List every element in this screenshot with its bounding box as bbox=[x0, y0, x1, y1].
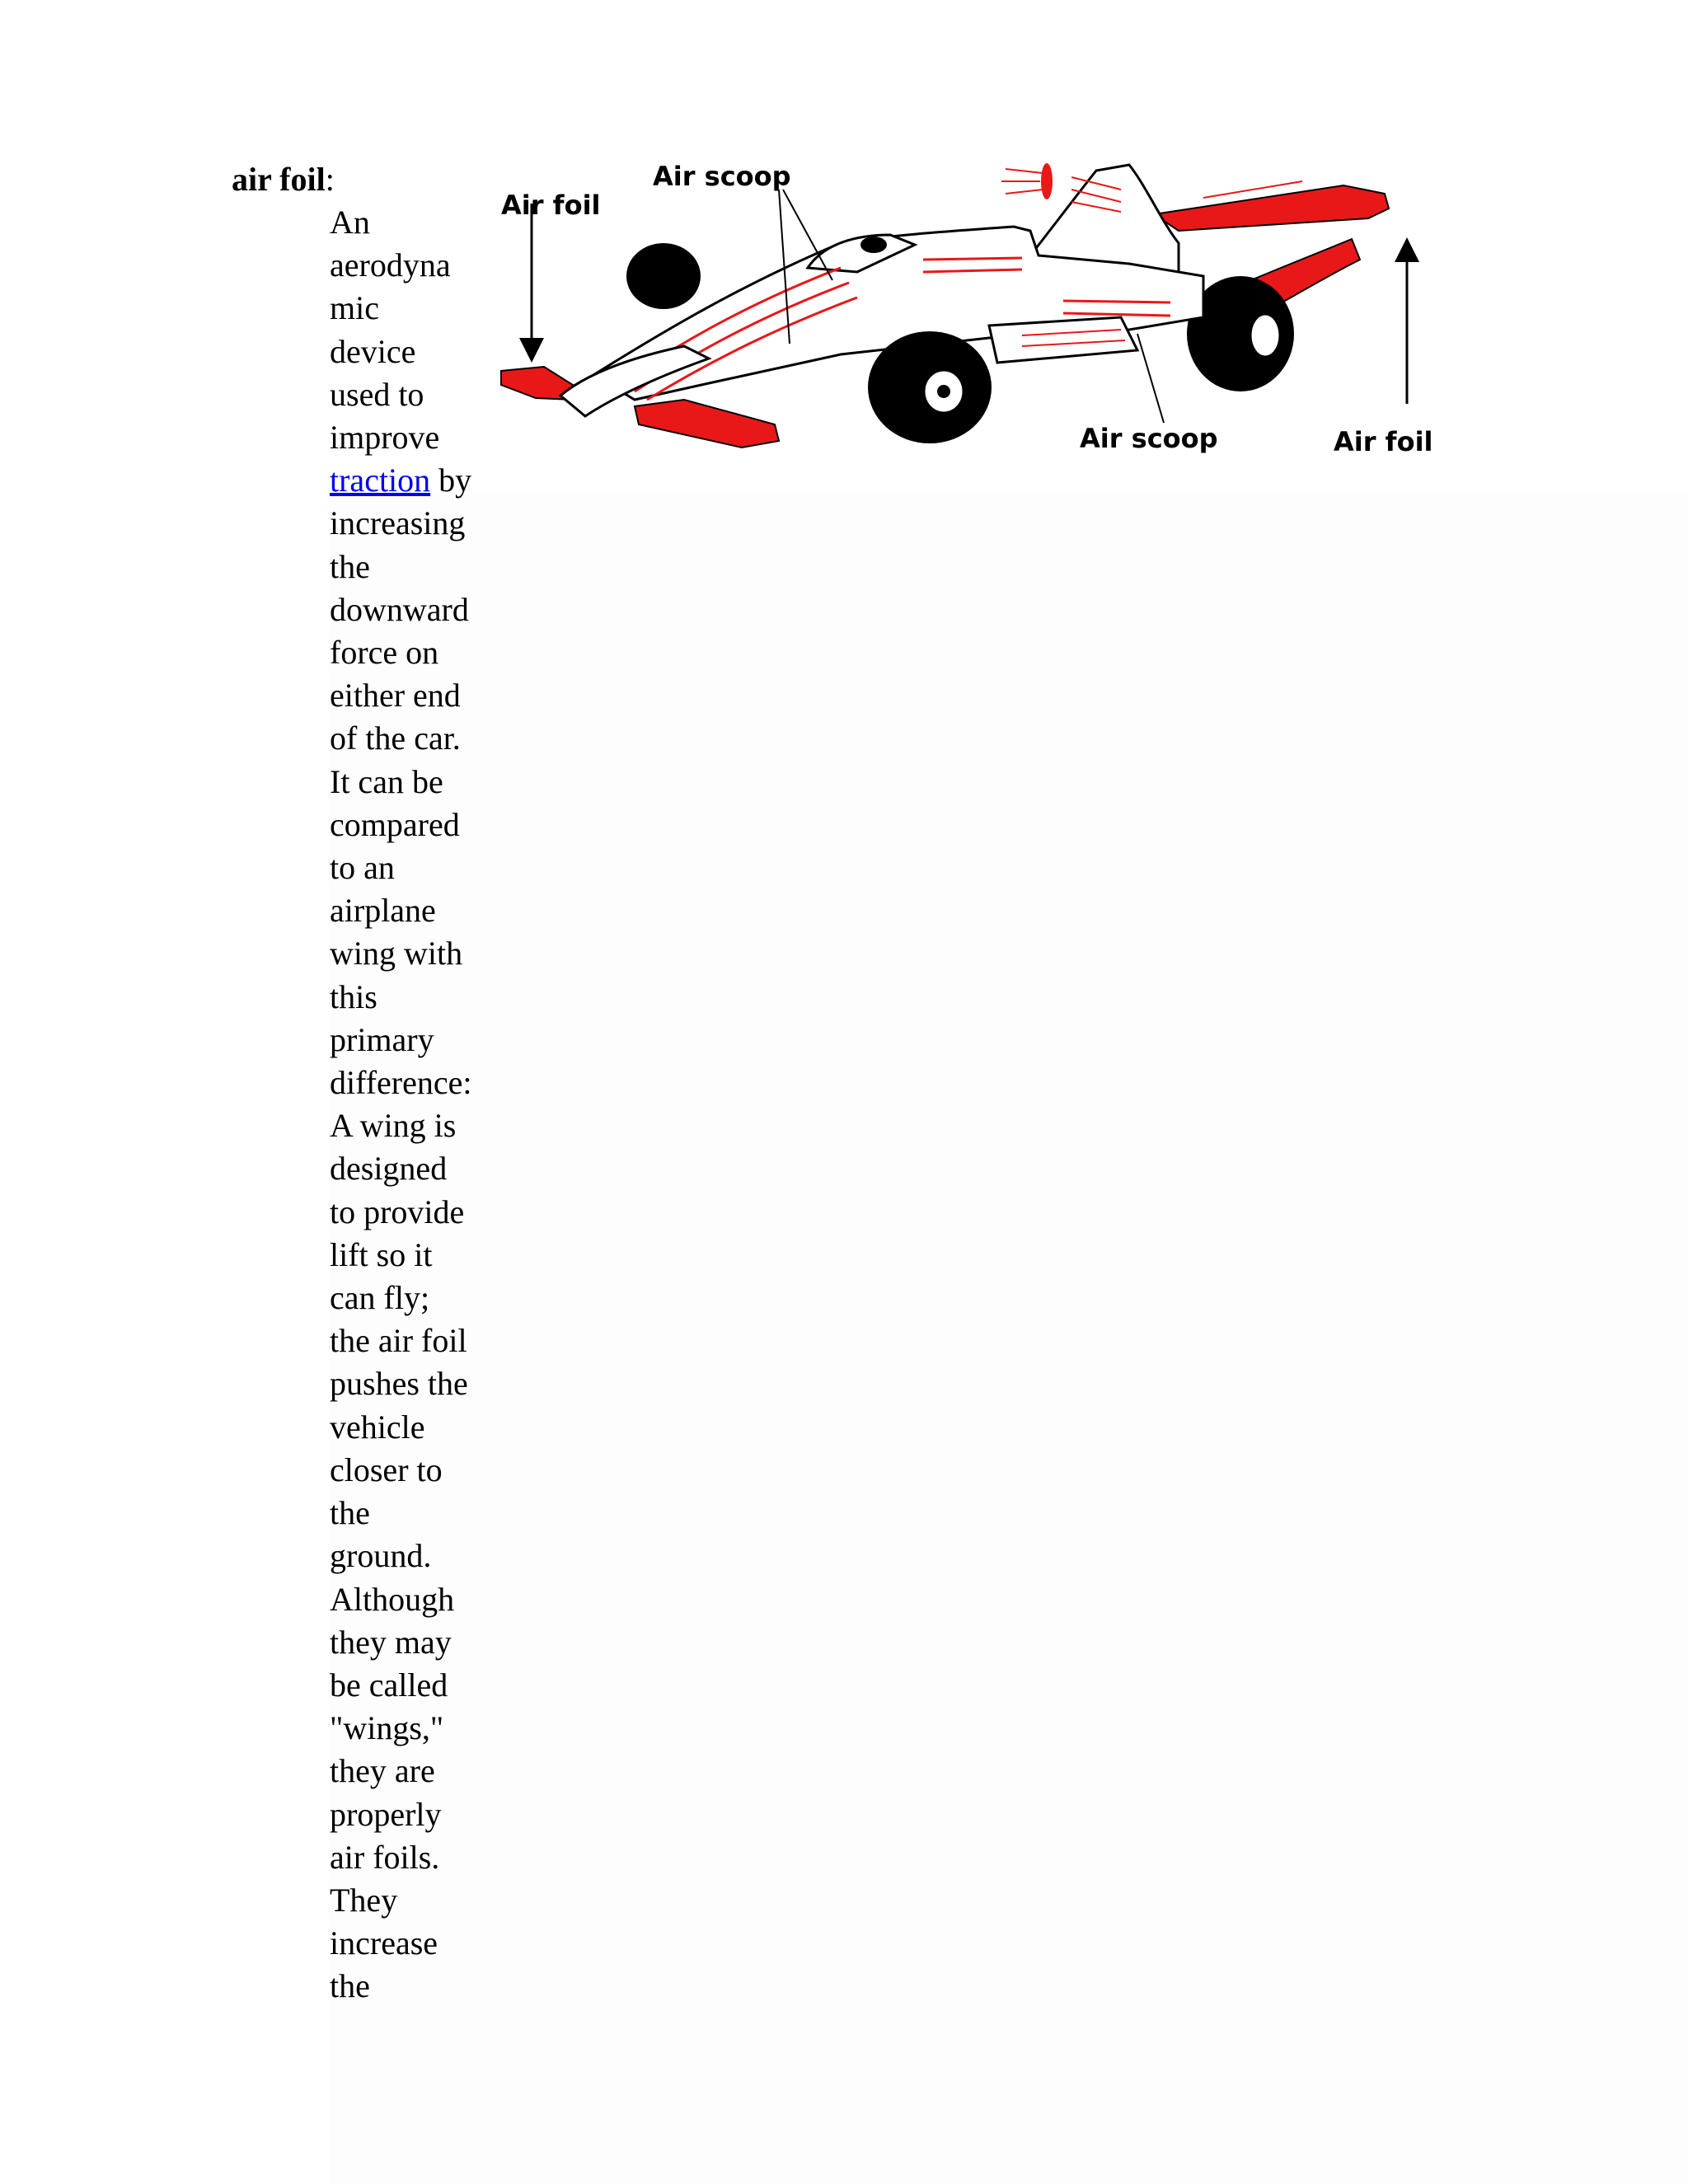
front-wing-right bbox=[635, 400, 779, 448]
link-suffix: by bbox=[430, 462, 472, 499]
top-air-scoop-label: Air scoop bbox=[653, 161, 791, 192]
sidepod bbox=[989, 317, 1137, 363]
definition-line: be called bbox=[330, 1666, 448, 1704]
definition-line: A wing is bbox=[330, 1107, 457, 1145]
definition-line: increasing bbox=[330, 504, 466, 542]
definition-line: aerodyna bbox=[330, 246, 451, 284]
definition-line: pushes the bbox=[330, 1365, 468, 1403]
side-air-scoop-label: Air scoop bbox=[1080, 423, 1218, 454]
glossary-term bbox=[232, 158, 335, 201]
rear-wheel-hub bbox=[1250, 314, 1280, 357]
definition-line: ground. bbox=[330, 1537, 432, 1575]
definition-line: the bbox=[330, 547, 370, 585]
definition-line: the air foil bbox=[330, 1322, 467, 1360]
rear-wing bbox=[1154, 185, 1389, 231]
definition-line: they may bbox=[330, 1623, 452, 1661]
definition-line: to an bbox=[330, 849, 395, 887]
definition-line: device bbox=[330, 332, 416, 370]
definition-line: difference: bbox=[330, 1064, 472, 1102]
definition-line: the bbox=[330, 1494, 370, 1532]
content-background bbox=[329, 494, 1688, 2184]
driver-helmet bbox=[860, 237, 887, 253]
definition-line: increase bbox=[330, 1924, 438, 1962]
definition-line: to provide bbox=[330, 1193, 465, 1230]
definition-line: airplane bbox=[330, 892, 436, 930]
definition-line-with-link bbox=[330, 459, 499, 502]
definition-line: closer to bbox=[330, 1451, 443, 1488]
definition-text bbox=[330, 201, 499, 2008]
race-car-diagram bbox=[495, 152, 1451, 478]
definition-line: It can be bbox=[330, 762, 443, 800]
definition-line: used to bbox=[330, 375, 424, 413]
front-wheel-axle bbox=[937, 385, 950, 398]
side-scoop-leader bbox=[1137, 334, 1164, 423]
definition-line: downward bbox=[330, 590, 469, 628]
definition-line: Although bbox=[330, 1580, 455, 1618]
definition-line: air foils. bbox=[330, 1838, 440, 1876]
definition-line: of the car. bbox=[330, 719, 461, 757]
definition-line: they are bbox=[330, 1752, 435, 1790]
definition-line: vehicle bbox=[330, 1408, 425, 1446]
definition-line: mic bbox=[330, 289, 379, 327]
definition-line: force on bbox=[330, 634, 439, 672]
term-text: air foil bbox=[232, 161, 326, 198]
definition-line: can fly; bbox=[330, 1279, 430, 1317]
term-colon: : bbox=[325, 161, 335, 198]
definition-line: compared bbox=[330, 805, 460, 843]
front-air-foil-label: Air foil bbox=[501, 190, 601, 221]
race-car-illustration bbox=[495, 152, 1451, 478]
definition-line: improve bbox=[330, 419, 440, 457]
far-front-wheel bbox=[626, 243, 701, 309]
definition-line: wing with bbox=[330, 935, 463, 972]
definition-line: They bbox=[330, 1881, 398, 1919]
rear-air-foil-label: Air foil bbox=[1334, 426, 1433, 457]
definition-line: this bbox=[330, 977, 377, 1015]
definition-line: designed bbox=[330, 1150, 448, 1188]
definition-line: either end bbox=[330, 677, 461, 715]
airbox-intake bbox=[1041, 163, 1053, 199]
definition-line: An bbox=[330, 204, 370, 241]
definition-line: "wings," bbox=[330, 1709, 444, 1747]
definition-line: the bbox=[330, 1967, 370, 2005]
definition-line: primary bbox=[330, 1020, 434, 1058]
traction-link[interactable]: traction bbox=[330, 462, 431, 499]
definition-line: properly bbox=[330, 1795, 442, 1833]
definition-line: lift so it bbox=[330, 1235, 433, 1273]
